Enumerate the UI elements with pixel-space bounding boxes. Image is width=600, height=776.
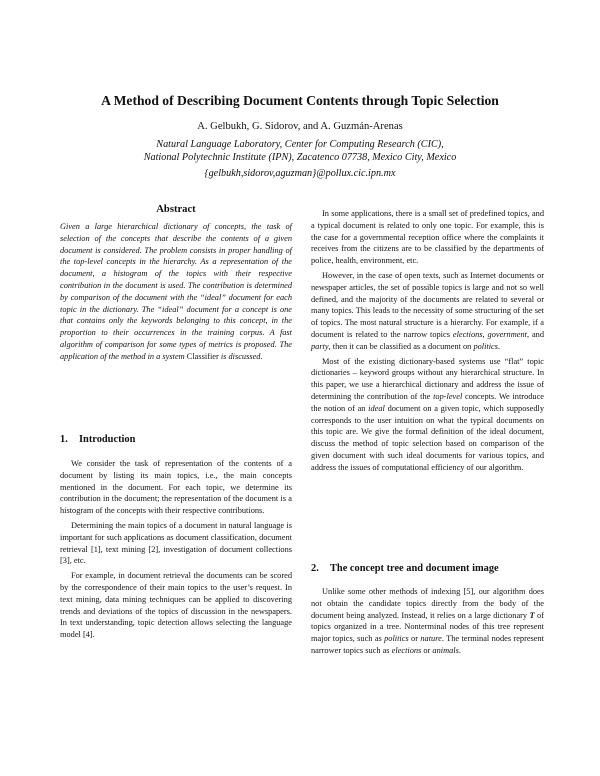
abstract-heading: Abstract xyxy=(156,204,196,215)
section-heading-introduction xyxy=(60,434,135,445)
paragraph: We consider the task of representation of the contents of a document by listing its main topics, i.e., the main concepts mentioned in the document. For each topic, we determine its contribution in the document; the representation of the document is a histogram of the concepts with their respective contributions. xyxy=(60,459,292,516)
paragraph: However, in the case of open texts, such as Internet documents or newspaper articles, the set of possible topics is large and not so well defined, and the majority of the documents are related to several or many topics. This leads to the necessity of some structuring of the set of topics. The most natural structure is a hierarchy. For example, if a document is related to the narrow topics elections, government, and party, then it can be classified as a document on politics. xyxy=(311,270,544,351)
section-number: 1. xyxy=(60,434,68,445)
affiliation xyxy=(0,138,600,165)
paragraph: Most of the existing dictionary-based systems use “flat” topic dictionaries – keyword groups without any hierarchical structure. In this paper, we use a hierarchical dictionary and address the issue of determining the contribution of the top-level concepts. We introduce the notion of an ideal document on a given topic, which supposedly corresponds to the user intuition on what the typical documents on this topic are. We give the formal definition of the ideal document, discuss the method of topic selection based on comparison of the given document with such ideal documents for various topics, and address the issues of computational efficiency of our algorithm. xyxy=(311,356,544,472)
paragraph: In some applications, there is a small set of predefined topics, and a typical document is related to only one topic. For example, this is the case for a governmental reception office where the complaints it receives from the citizens are to be classified by the departments of police, health, environment, etc. xyxy=(311,209,544,266)
affiliation-line-2: National Polytechnic Institute (IPN), Zacatenco 07738, Mexico City, Mexico xyxy=(143,152,457,164)
abstract-system-name: Classifier xyxy=(186,351,219,361)
author-email: {gelbukh,sidorov,aguzman}@pollux.cic.ipn.mx xyxy=(204,168,396,179)
section-title: Introduction xyxy=(79,434,136,445)
authors: A. Gelbukh, G. Sidorov, and A. Guzmán-Arenas xyxy=(197,121,403,132)
abstract-text xyxy=(60,221,292,363)
paragraph: For example, in document retrieval the documents can be scored by the correspondence of their main topics to the user’s request. In text mining, data mining techniques can be applied to discovering trends and deviations of the topics of discussion in the newspapers. In text understanding, topic detection allows selecting the language model [4]. xyxy=(60,571,292,640)
abstract-text-part: Given a large hierarchical dictionary of concepts, the task of selection of the concepts that describe the contents of a given document is considered. The problem consists in proper handling of the top-level concepts in the hierarchy. As a representation of the document, a histogram of the topics with their respective contribution in the document is used. The contribution is determined by comparison of the document with the “ideal” document for each topic in the dictionary. The “ideal” document for a concept is one that contains only the keywords belonging to this concept, in the proportion to their occurrences in the training corpus. A fast algorithm of comparison for some types of metrics is proposed. The application of the method in a system xyxy=(60,222,292,361)
paragraph: Determining the main topics of a document in natural language is important for such applications as document classification, document retrieval [1], text mining [2], investigation of document collections [3], etc. xyxy=(60,520,292,566)
introduction-body xyxy=(60,458,292,644)
section-number: 2. xyxy=(311,563,319,574)
section-title: The concept tree and document image xyxy=(330,563,499,574)
paragraph: Unlike some other methods of indexing [5], our algorithm does not obtain the candidate topics directly from the body of the document being analyzed. Instead, it relies on a large dictionary T of topics organized in a tree. Nonterminal nodes of this tree represent major topics, such as politics or nature. The terminal nodes represent narrower topics such as elections or animals. xyxy=(311,587,544,655)
abstract-text-end: is discussed. xyxy=(218,351,263,361)
affiliation-line-1: Natural Language Laboratory, Center for Computing Research (CIC), xyxy=(156,139,444,150)
concept-tree-body xyxy=(311,586,544,660)
right-column-body xyxy=(311,208,544,477)
paper-title: A Method of Describing Document Contents through Topic Selection xyxy=(101,93,499,108)
section-heading-concept-tree xyxy=(311,563,499,574)
